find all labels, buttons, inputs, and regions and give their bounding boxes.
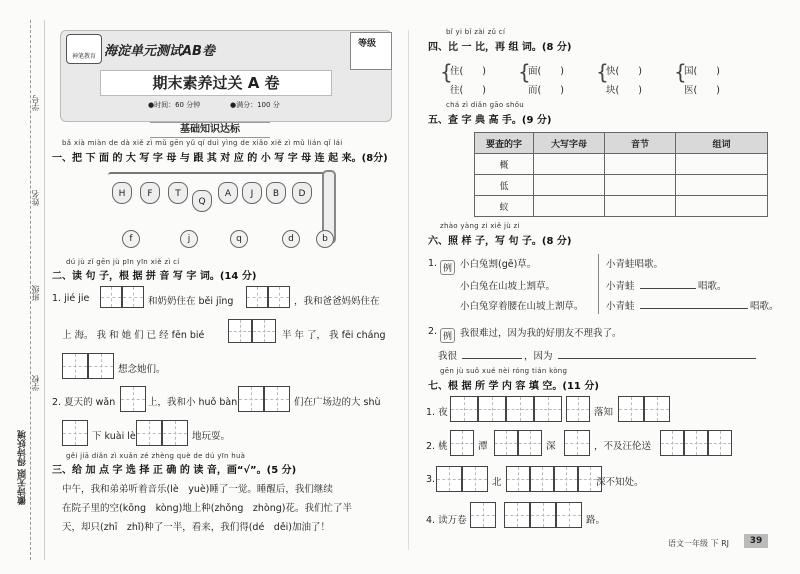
margin-slogan: 徽诗无限 得诗妖境 [18, 430, 28, 506]
tianzige-box[interactable] [238, 386, 264, 412]
q5-title: 五、查 字 典 高 手。(9 分) [428, 115, 552, 126]
publisher-logo: 神笔教育 [66, 34, 102, 64]
tianzige-box[interactable] [708, 430, 732, 456]
q1-title: 一、把 下 面 的 大 写 字 母 与 跟 其 对 应 的 小 写 字 母 连 起 来。(8分) [52, 153, 388, 164]
fill-row-1: 1. 夜 [426, 407, 448, 418]
fill-row-4: 4. 读万卷 [426, 515, 467, 526]
time-limit: ●时间：60 分钟 [148, 101, 201, 109]
q3-line3: 天，却只(zhī zhǐ)种了一半，看来，我们得(dé děi)加油了！ [62, 522, 331, 533]
answer-line[interactable] [558, 358, 756, 359]
footer-label: 语文一年级 下 RJ [668, 539, 730, 548]
tianzige-box[interactable] [554, 466, 578, 492]
tianzige-box[interactable] [534, 396, 562, 422]
tianzige-box[interactable] [684, 430, 708, 456]
tianzige-box[interactable] [228, 319, 252, 343]
fill-row-3: 深不知处。 [596, 477, 644, 488]
q1-pinyin: bǎ xià miàn de dà xiě zì mǔ gēn yǔ qí duì yìng de xiǎo xiě zì mǔ lián qǐ lái [62, 139, 343, 147]
table-header: 音节 [605, 133, 676, 154]
bracket-icon: { [596, 60, 609, 84]
answer-cell[interactable] [534, 154, 605, 175]
tianzige-box[interactable] [436, 466, 462, 492]
letter-bag: T [168, 182, 188, 204]
fill-row-2: 深 [546, 441, 556, 452]
letter-bag: J [242, 182, 262, 204]
letter-bag: A [218, 182, 238, 204]
tianzige-box[interactable] [494, 430, 518, 456]
sentence-start: 我很 [438, 351, 458, 362]
class-label: 班级 [31, 285, 40, 301]
answer-cell[interactable] [605, 196, 676, 217]
q4-pinyin: bǐ yi bǐ zài zǔ cí [446, 28, 506, 36]
q6-number: 2. [428, 326, 438, 337]
tianzige-box[interactable] [268, 286, 290, 308]
table-header: 组词 [676, 133, 768, 154]
pattern-sentence: 小青蛙 [606, 281, 635, 292]
q3-title: 三、给 加 点 字 选 择 正 确 的 读 音，画“√”。(5 分) [52, 465, 297, 476]
letter-flower: d [282, 230, 300, 248]
q2-line5a: 下 kuài lè [92, 431, 136, 442]
q2-line4b: 上，我和小 huǒ bàn [148, 397, 238, 408]
vine-line [108, 172, 330, 178]
q3-pinyin: gěi jiā diǎn zì xuǎn zé zhèng què de dú yīn huà [66, 452, 246, 460]
full-score: ●满分：100 分 [230, 101, 280, 109]
answer-line[interactable] [640, 308, 748, 309]
tianzige-box[interactable] [470, 502, 496, 528]
q2-line1b: 和奶奶住在 běi jīng [148, 296, 234, 307]
letter-bag: D [292, 182, 312, 204]
fill-row-2: 潭 [478, 441, 488, 452]
compare-word: 块( ) [606, 85, 642, 96]
tianzige-box[interactable] [122, 286, 144, 308]
answer-cell[interactable] [676, 196, 768, 217]
bracket-icon: { [440, 60, 453, 84]
letter-flower: q [230, 230, 248, 248]
pattern-sentence: 唱歌。 [750, 301, 779, 312]
fill-row-4: 路。 [586, 515, 606, 526]
compare-word: 住( ) [450, 66, 486, 77]
table-row [475, 154, 768, 175]
table-row [475, 175, 768, 196]
answer-cell[interactable] [605, 175, 676, 196]
q2-line2b: 半 年 了， 我 fēi cháng [282, 330, 386, 341]
q6-pinyin: zhào yàng zi xiě jù zi [440, 222, 520, 230]
tianzige-box[interactable] [518, 430, 542, 456]
letter-bag: Q [192, 190, 212, 212]
example-badge [440, 256, 455, 275]
q2-title: 二、读 句 子，根 据 拼 音 写 字 词。(14 分) [52, 271, 257, 282]
fill-row-2: 2. 桃 [426, 441, 448, 452]
compare-word: 国( ) [684, 66, 720, 77]
margin-line [44, 20, 45, 560]
compare-word: 面( ) [528, 66, 564, 77]
tianzige-box[interactable] [530, 502, 556, 528]
q2-pinyin: dú jù zǐ gēn jù pīn yīn xiě zì cí [66, 258, 180, 266]
q2-line1c: ，我和爸爸妈妈住在 [294, 296, 380, 307]
letter-flower: b [316, 230, 334, 248]
tianzige-box[interactable] [506, 466, 530, 492]
tianzige-box[interactable] [556, 502, 582, 528]
tianzige-box[interactable] [462, 466, 488, 492]
q7-pinyin: gēn jù suǒ xué nèi róng tián kòng [440, 367, 568, 375]
answer-cell[interactable] [534, 175, 605, 196]
q7-title: 七、根 据 所 学 内 容 填 空。(11 分) [428, 381, 599, 392]
tianzige-box[interactable] [120, 386, 146, 412]
tianzige-box[interactable] [62, 420, 88, 446]
answer-line[interactable] [640, 288, 696, 289]
series-name: 海淀单元测试AB卷 [104, 44, 215, 59]
tianzige-box[interactable] [450, 396, 478, 422]
tianzige-box[interactable] [264, 386, 290, 412]
tianzige-box[interactable] [618, 396, 644, 422]
q2-line4a: 2. 夏天的 wǎn [52, 397, 116, 408]
tianzige-box[interactable] [660, 430, 684, 456]
example-sentence: 小白兔穿着腰在山坡上割草。 [460, 301, 584, 312]
sentence-connector: ，因为 [524, 351, 553, 362]
q4-title: 四、比 一 比，再 组 词。(8 分) [428, 42, 572, 53]
answer-cell[interactable] [676, 175, 768, 196]
name-label: 姓名 [31, 190, 40, 206]
pattern-sentence: 唱歌。 [698, 281, 727, 292]
q6-title: 六、照 样 子，写 句 子。(8 分) [428, 236, 572, 247]
page-number: 39 [744, 534, 768, 548]
tianzige-box[interactable] [530, 466, 554, 492]
compare-word: 快( ) [606, 66, 642, 77]
school-label: 学校 [31, 375, 40, 391]
example-sentence: 小白兔在山坡上割草。 [460, 281, 556, 292]
table-cell: 概 [475, 154, 534, 175]
compare-word: 医( ) [684, 85, 720, 96]
fill-row-2: ，不及汪伦送 [594, 441, 652, 452]
example-label: 例 [440, 328, 455, 343]
tianzige-box[interactable] [252, 319, 276, 343]
answer-line[interactable] [462, 358, 522, 359]
answer-cell[interactable] [605, 154, 676, 175]
compare-word: 而( ) [528, 85, 564, 96]
q2-line5b: 地玩耍。 [192, 431, 231, 442]
tianzige-box[interactable] [88, 353, 114, 379]
q2-line1a: 1. jié jie [52, 293, 90, 304]
tianzige-box[interactable] [504, 502, 530, 528]
tianzige-box[interactable] [162, 420, 188, 446]
tianzige-box[interactable] [478, 396, 506, 422]
q2-line3: 想念她们。 [118, 364, 166, 375]
letter-bag: B [266, 182, 286, 204]
tianzige-box[interactable] [100, 286, 122, 308]
pattern-sentence: 小青蛙唱歌。 [606, 259, 664, 270]
bracket-icon: { [674, 60, 687, 84]
example-sentence: 小白兔割(gē)草。 [460, 259, 537, 270]
fill-row-3: 3. [426, 474, 436, 485]
letter-bag: H [112, 182, 132, 204]
q2-line2a: 上 海。 我 和 她 们 已 经 fēn bié [62, 330, 205, 341]
compare-word: 往( ) [450, 85, 486, 96]
tianzige-box[interactable] [246, 286, 268, 308]
example-sentence: 我很难过，因为我的好朋友不理我了。 [460, 328, 622, 339]
tianzige-box[interactable] [136, 420, 162, 446]
grade-label: 等级 [358, 39, 377, 49]
q3-line2: 在院子里的空(kōng kòng)地上种(zhǒng zhòng)花。我们忙了半 [62, 503, 352, 514]
answer-cell[interactable] [534, 196, 605, 217]
example-badge [440, 324, 455, 343]
table-header: 大写字母 [534, 133, 605, 154]
section-heading: 基础知识达标 [150, 122, 270, 138]
exam-title: 期末素养过关 A 卷 [100, 70, 332, 96]
letter-flower: j [180, 230, 198, 248]
divider [598, 254, 599, 314]
table-cell: 蚁 [475, 196, 534, 217]
tianzige-box[interactable] [564, 430, 590, 456]
tianzige-box[interactable] [62, 353, 88, 379]
tianzige-box[interactable] [566, 396, 590, 422]
fill-row-3: 北 [492, 477, 502, 488]
dictionary-table [474, 132, 768, 217]
table-row [475, 196, 768, 217]
letter-bag: F [140, 182, 160, 204]
q2-line4c: 们在广场边的大 shù [294, 397, 381, 408]
letter-flower: f [122, 230, 140, 248]
center-fold [408, 30, 409, 550]
q5-pinyin: chá zì diǎn gāo shǒu [446, 101, 525, 109]
q3-line1: 中午，我和弟弟听着音乐(lè yuè)睡了一觉。睡醒后，我们继续 [62, 484, 333, 495]
fill-row-1: 落知 [594, 407, 614, 418]
tianzige-box[interactable] [450, 430, 474, 456]
tianzige-box[interactable] [506, 396, 534, 422]
example-label: 例 [440, 260, 455, 275]
table-cell: 低 [475, 175, 534, 196]
answer-cell[interactable] [676, 154, 768, 175]
student-id-label: 学号 [31, 95, 40, 111]
q6-number: 1. [428, 258, 438, 269]
tianzige-box[interactable] [644, 396, 670, 422]
table-header: 要查的字 [475, 133, 534, 154]
bracket-icon: { [518, 60, 531, 84]
pattern-sentence: 小青蛙 [606, 301, 635, 312]
